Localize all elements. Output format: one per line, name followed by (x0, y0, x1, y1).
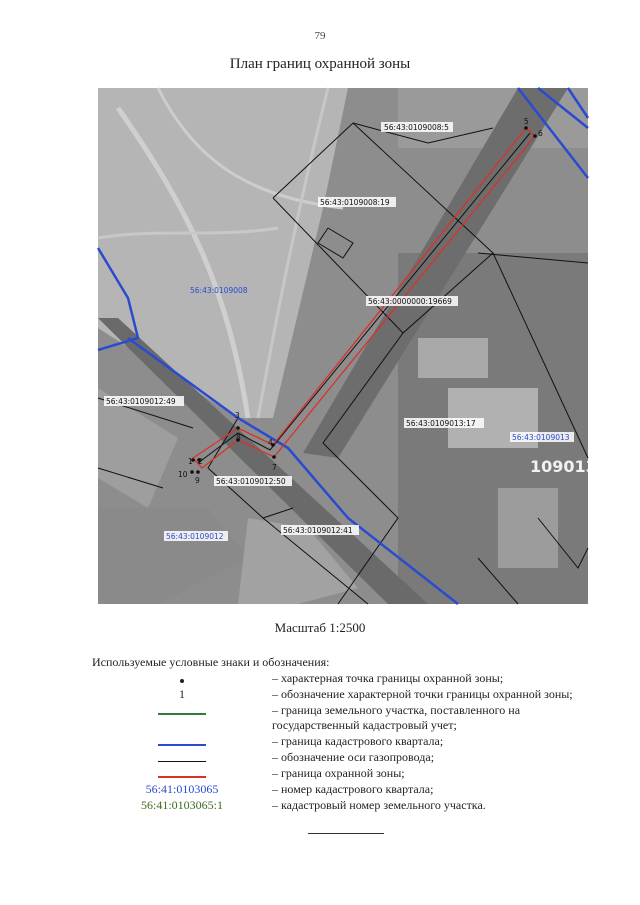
quarter-line-icon (158, 744, 206, 746)
legend-symbol: 56:41:0103065:1 (140, 798, 223, 812)
point-number-5: 5 (524, 117, 529, 126)
zone-point (190, 470, 194, 474)
legend-row (92, 750, 602, 765)
legend-symbol (92, 703, 272, 718)
cadastral-map[interactable] (98, 88, 597, 604)
building (498, 488, 558, 568)
building (418, 338, 488, 378)
zone-point (524, 126, 528, 130)
quarter-watermark: 109013 (530, 457, 597, 476)
legend-title: Используемые условные знаки и обозначения: (92, 655, 330, 669)
parcel-label: 56:43:0109013:17 (406, 419, 476, 428)
end-rule (308, 833, 384, 834)
legend-symbol (92, 766, 272, 781)
page-number: 79 (314, 30, 326, 42)
quarter-label: 56:43:0109008 (190, 286, 248, 295)
zone-point (533, 134, 537, 138)
point-number-2: 2 (198, 457, 203, 466)
legend-text: – кадастровый номер земельного участка. (272, 798, 486, 812)
legend-text: – характерная точка границы охранной зоны; (272, 671, 504, 685)
zone-line-icon (158, 776, 206, 778)
legend-symbol (92, 750, 272, 765)
legend-row (92, 671, 602, 686)
axis-line-icon (158, 761, 206, 762)
legend-text: – обозначение характерной точки границы охранной зоны; (272, 687, 573, 701)
legend-symbol: 56:41:0103065 (145, 782, 219, 796)
legend-symbol (92, 734, 272, 749)
parcel-label: 56:43:0109012:49 (106, 397, 176, 406)
quarter-label: 56:43:0109012 (166, 532, 224, 541)
point-number-7: 7 (272, 463, 277, 472)
point-number-10: 10 (178, 470, 188, 479)
legend-symbol (92, 671, 272, 686)
parcel-label: 56:43:0109012:41 (283, 526, 353, 535)
point-number-9: 9 (195, 476, 200, 485)
legend-text: – граница земельного участка, поставленного на государственный кадастровый учет; (272, 703, 521, 732)
legend-text: – граница кадастрового квартала; (272, 734, 444, 748)
parcel-label: 56:43:0109008:5 (384, 123, 449, 132)
point-number-4: 4 (268, 438, 273, 447)
page-title: План границ охранной зоны (229, 56, 411, 72)
map-svg (98, 88, 597, 604)
parcel-line-icon (158, 713, 206, 715)
legend-text: – номер кадастрового квартала; (272, 782, 434, 796)
zone-point (196, 470, 200, 474)
zone-point (236, 426, 240, 430)
zone-point (272, 455, 276, 459)
legend-text: – граница охранной зоны; (272, 766, 405, 780)
parcel-label: 56:43:0109012:50 (216, 477, 286, 486)
legend (92, 671, 602, 814)
quarter-label: 56:43:0109013 (512, 433, 570, 442)
parcel-label: 56:43:0109008:19 (320, 198, 390, 207)
parcel-label: 56:43:0000000:19669 (368, 297, 452, 306)
legend-row (92, 734, 602, 749)
legend-text: – обозначение оси газопровода; (272, 750, 435, 764)
point-number-6: 6 (538, 129, 543, 138)
point-number-1: 1 (188, 457, 193, 466)
legend-symbol: 1 (179, 687, 185, 701)
legend-row (92, 766, 602, 781)
map-scale: Масштаб 1:2500 (274, 620, 366, 635)
point-number-3: 3 (235, 411, 240, 420)
legend-row (92, 687, 602, 702)
point-number-8: 8 (236, 433, 241, 442)
point-symbol-icon (180, 679, 184, 683)
legend-row (92, 782, 602, 797)
legend-row (92, 703, 602, 733)
legend-row (92, 798, 602, 813)
